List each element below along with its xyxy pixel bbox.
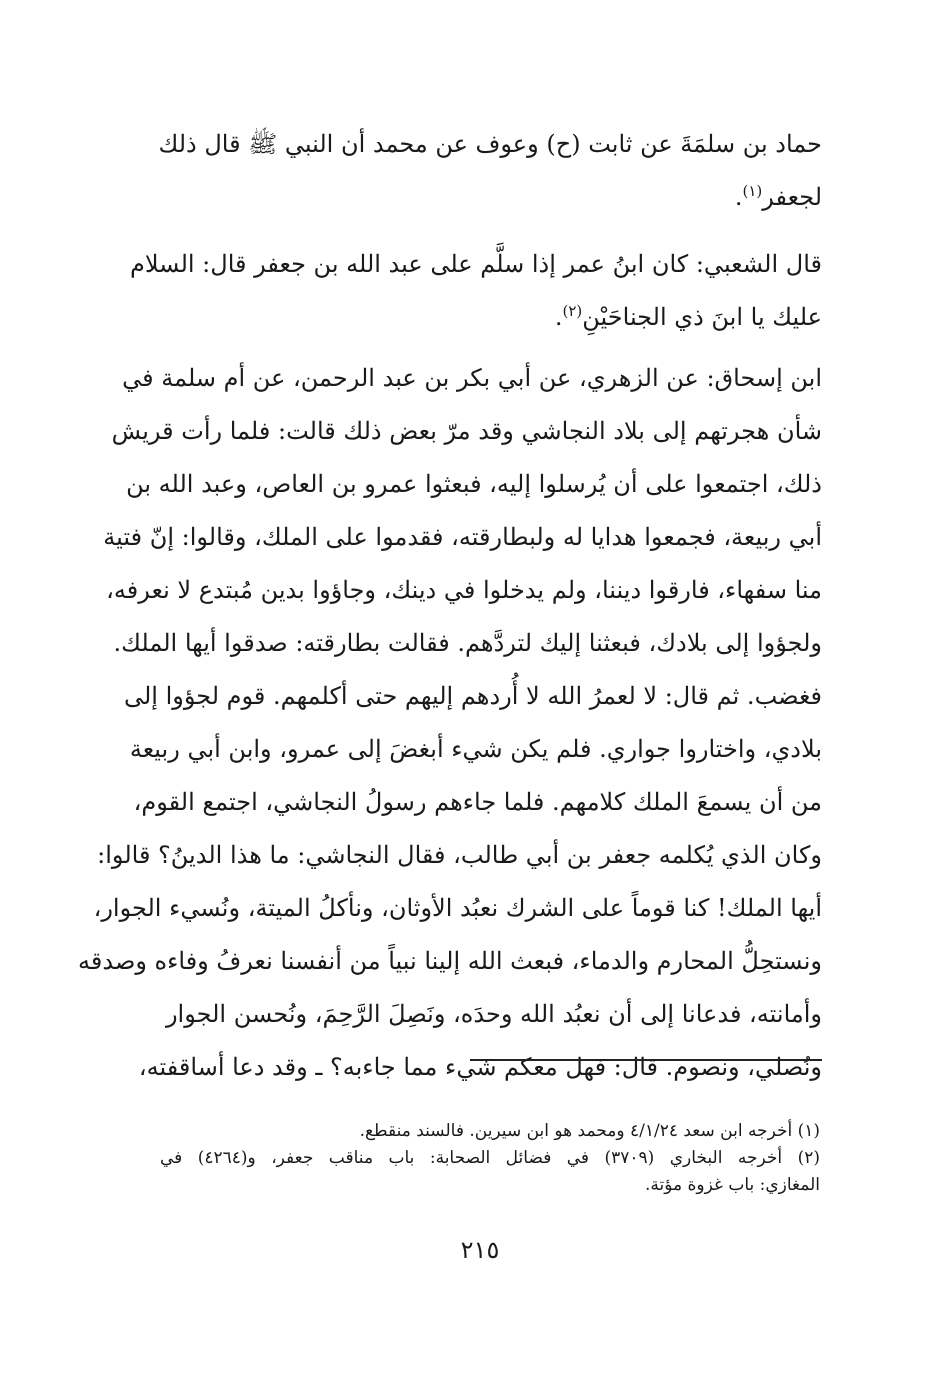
text-line: فغضب. ثم قال: لا لعمرُ الله لا أُردهم إليهم حتى أكلمهم. قوم لجؤوا إلى xyxy=(123,682,822,710)
text-line: منا سفهاء، فارقوا ديننا، ولم يدخلوا في دينك، وجاؤوا بدين مُبتدع لا نعرفه، xyxy=(106,576,822,604)
footnote-ref-2[interactable]: (٢) xyxy=(562,302,583,320)
text-line: شأن هجرتهم إلى بلاد النجاشي وقد مرّ بعض ذلك قالت: فلما رأت قريش xyxy=(111,417,822,445)
text-line: من أن يسمعَ الملك كلامهم. فلما جاءهم رسولُ النجاشي، اجتمع القوم، xyxy=(133,788,822,816)
footnote-ref-1[interactable]: (١) xyxy=(742,182,763,200)
footnote-2-continuation: المغازي: باب غزوة مؤتة. xyxy=(644,1175,820,1195)
text-line: ذلك، اجتمعوا على أن يُرسلوا إليه، فبعثوا عمرو بن العاص، وعبد الله بن xyxy=(126,470,822,498)
text-line: حماد بن سلمَةَ عن ثابت (ح) وعوف عن محمد أن النبي ﷺ قال ذلك xyxy=(158,130,822,158)
paragraph-3 xyxy=(78,352,822,1094)
text-line: وكان الذي يُكلمه جعفر بن أبي طالب، فقال النجاشي: ما هذا الدينُ؟ قالوا: xyxy=(97,841,822,869)
text-line: وأمانته، فدعانا إلى أن نعبُد الله وحدَه، ونَصِلَ الرَّحِمَ، ونُحسن الجوار xyxy=(165,1000,822,1028)
footnotes xyxy=(160,1118,820,1199)
line-text: لجعفر xyxy=(762,183,822,211)
line-tail: . xyxy=(734,183,743,211)
line-text: عليك يا ابنَ ذي الجناحَيْنِ xyxy=(582,303,822,331)
text-line: بلادي، واختاروا جواري. فلم يكن شيء أبغضَ إلى عمرو، وابن أبي ربيعة xyxy=(129,735,822,763)
text-line: قال الشعبي: كان ابنُ عمر إذا سلَّم على عبد الله بن جعفر قال: السلام xyxy=(129,250,822,278)
text-line: ونُصلي، ونصوم. قال: فهل معكم شيء مما جاءبه؟ ـ وقد دعا أساقفته، xyxy=(138,1053,822,1081)
footnote-1: (١) أخرجه ابن سعد ٤/١/٢٤ ومحمد هو ابن سيرين. فالسند منقطع. xyxy=(359,1121,820,1141)
text-line: ونستحِلُّ المحارم والدماء، فبعث الله إلينا نبياً من أنفسنا نعرفُ وفاءه وصدقه xyxy=(78,947,822,975)
text-line xyxy=(170,291,822,344)
text-line: أبي ربيعة، فجمعوا هدايا له ولبطارقته، فقدموا على الملك، وقالوا: إنّ فتية xyxy=(103,523,822,551)
text-line: أيها الملك! كنا قوماً على الشرك نعبُد الأوثان، ونأكلُ الميتة، ونُسيء الجوار، xyxy=(93,894,822,922)
line-tail: . xyxy=(554,303,563,331)
paragraph-1 xyxy=(158,118,822,224)
text-line: ابن إسحاق: عن الزهري، عن أبي بكر بن عبد الرحمن، عن أم سلمة في xyxy=(122,364,822,392)
footnote-separator xyxy=(470,1059,822,1061)
text-line: ولجؤوا إلى بلادك، فبعثنا إليك لتردَّهم. فقالت بطارقته: صدقوا أيها الملك. xyxy=(113,629,822,657)
footnote-2: (٢) أخرجه البخاري (٣٧٠٩) في فضائل الصحابة: باب مناقب جعفر، و(٤٢٦٤) في xyxy=(160,1148,820,1168)
paragraph-2 xyxy=(129,238,822,344)
page-number: ٢١٥ xyxy=(460,1236,500,1264)
text-line xyxy=(170,171,822,224)
